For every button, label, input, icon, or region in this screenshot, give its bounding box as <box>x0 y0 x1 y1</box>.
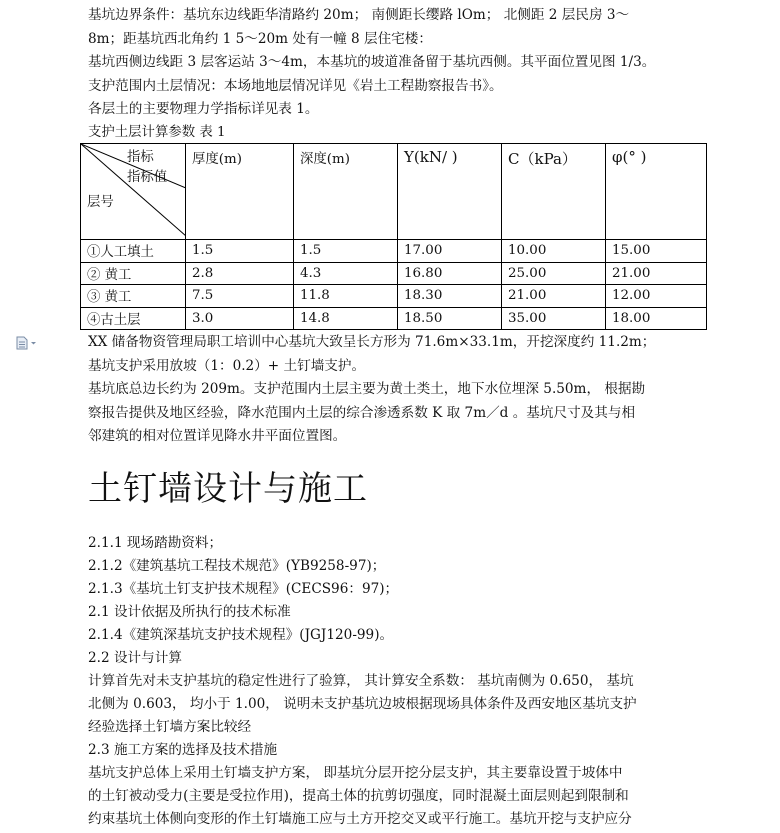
section-line: 北侧为 0.603， 均小于 1.00， 说明未支护基坑边坡根据现场具体条件及西安地区基坑支护 <box>88 696 637 712</box>
intro-line: 支护范围内土层情况：本场地地层情况详见《岩土工程勘察报告书》。 <box>88 77 503 94</box>
section-block <box>88 532 708 831</box>
section-line: 计算首先对未支护基坑的稳定性进行了验算， 其计算安全系数： 基坑南侧为 0.650， 基坑 <box>88 673 634 689</box>
table-cell: 14.8 <box>294 307 398 330</box>
table-cell: 11.8 <box>294 285 398 308</box>
document-icon[interactable] <box>16 335 38 349</box>
body-line: XX 储备物资管理局职工培训中心基坑大致呈长方形为 71.6m×33.1m，开挖深度约 11.2m； <box>88 334 656 350</box>
section-line: 2.1.3《基坑土钉支护技术规程》(CECS96：97)； <box>88 581 399 597</box>
table-cell: 15.00 <box>606 240 707 263</box>
table-cell: 3.0 <box>186 307 294 330</box>
column-header: Y(kN/ ) <box>398 144 502 240</box>
column-header: 深度(m) <box>294 144 398 240</box>
after-table-block <box>88 331 708 449</box>
column-header: 厚度(m) <box>186 144 294 240</box>
table-row <box>81 240 707 263</box>
section-line: 2.1.1 现场踏勘资料； <box>88 535 223 551</box>
body-line: 察报告提供及地区经验，降水范围内土层的综合渗透系数 K 取 7m／d 。基坑尺寸及其与相 <box>88 404 636 421</box>
table-cell: 1.5 <box>186 240 294 263</box>
table-cell: 25.00 <box>502 262 606 285</box>
table-cell: ①人工填土 <box>81 240 186 263</box>
section-line: 2.1 设计依据及所执行的技术标准 <box>88 604 291 620</box>
diagonal-header-cell <box>81 144 186 240</box>
table-row <box>81 285 707 308</box>
column-header: φ(° ) <box>606 144 707 240</box>
header-label-value: 指标值 <box>127 170 168 185</box>
column-header: C（kPa） <box>502 144 606 240</box>
table-row <box>81 262 707 285</box>
table-caption: 支护土层计算参数 表 1 <box>88 124 226 140</box>
table-cell: 16.80 <box>398 262 502 285</box>
header-label-layer: 层号 <box>87 195 114 210</box>
section-line: 2.3 施工方案的选择及技术措施 <box>88 742 278 758</box>
table-cell: 2.8 <box>186 262 294 285</box>
body-line: 基坑底总边长约为 209m。支护范围内土层主要为黄土类土，地下水位埋深 5.50m， 根据勘 <box>88 381 646 398</box>
table-cell: 4.3 <box>294 262 398 285</box>
intro-line: 基坑边界条件：基坑东边线距华清路约 20m； 南侧距长缨路 lOm； 北侧距 2 层民房 3～ <box>88 7 630 23</box>
intro-line: 基坑西侧边线距 3 层客运站 3～4m，本基坑的坡道准备留于基坑西侧。其平面位置见图 1/3。 <box>88 54 656 71</box>
table-cell: 17.00 <box>398 240 502 263</box>
table-cell: 21.00 <box>502 285 606 308</box>
soil-parameters-table <box>80 143 707 330</box>
section-line: 2.1.2《建筑基坑工程技术规范》(YB9258-97)； <box>88 558 386 574</box>
body-line: 邻建筑的相对位置详见降水井平面位置图。 <box>88 428 347 445</box>
table-cell: 21.00 <box>606 262 707 285</box>
intro-line: 各层土的主要物理力学指标详见表 1。 <box>88 101 319 118</box>
table-cell: ② 黄工 <box>81 262 186 285</box>
intro-line: 8m；距基坑西北角约 1 5～20m 处有一幢 8 层住宅楼： <box>88 30 432 47</box>
table-cell: 18.50 <box>398 307 502 330</box>
table-cell: ③ 黄工 <box>81 285 186 308</box>
table-header-row <box>81 144 707 240</box>
table-cell: 18.30 <box>398 285 502 308</box>
table-row <box>81 307 707 330</box>
section-heading: 土钉墙设计与施工 <box>88 469 368 509</box>
header-label-indicator: 指标 <box>127 150 154 165</box>
body-line: 基坑支护采用放坡（1：0.2）+ 土钉墙支护。 <box>88 357 366 374</box>
table-cell: ④古土层 <box>81 307 186 330</box>
table-cell: 7.5 <box>186 285 294 308</box>
table-cell: 1.5 <box>294 240 398 263</box>
table-cell: 12.00 <box>606 285 707 308</box>
section-line: 约束基坑土体侧向变形的作土钉墙施工应与土方开挖交叉或平行施工。基坑开挖与支护应分 <box>88 811 632 827</box>
table-cell: 35.00 <box>502 307 606 330</box>
section-line: 经验选择土钉墙方案比较经 <box>88 719 252 735</box>
table-cell: 18.00 <box>606 307 707 330</box>
section-line: 2.1.4《建筑深基坑支护技术规程》(JGJ120-99)。 <box>88 627 394 643</box>
section-line: 基坑支护总体上采用土钉墙支护方案， 即基坑分层开挖分层支护，其主要靠设置于坡体中 <box>88 765 623 781</box>
intro-block <box>88 4 708 144</box>
section-line: 2.2 设计与计算 <box>88 650 182 666</box>
section-line: 的土钉被动受力(主要是受拉作用)，提高土体的抗剪切强度，同时混凝土面层则起到限制和 <box>88 788 629 804</box>
table-cell: 10.00 <box>502 240 606 263</box>
